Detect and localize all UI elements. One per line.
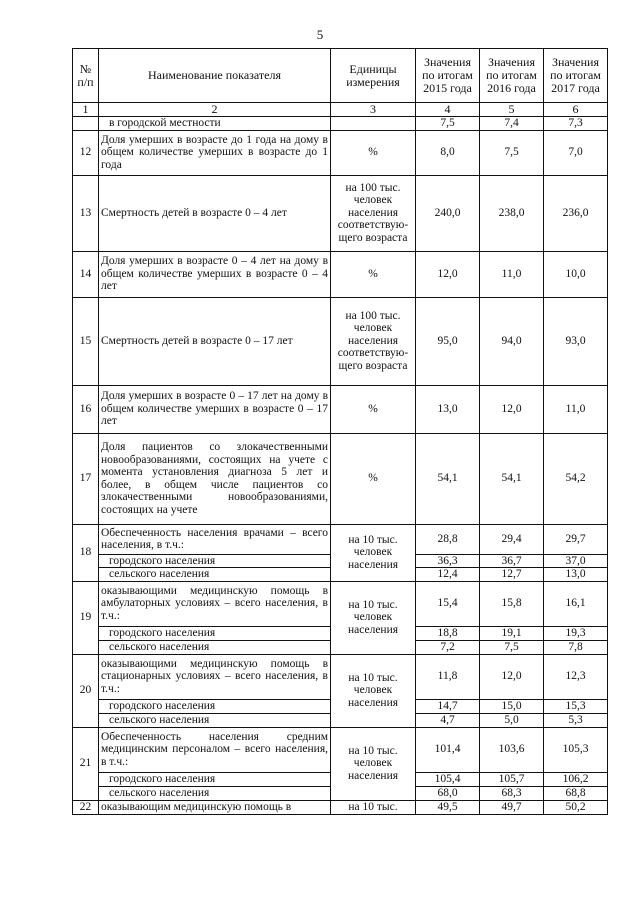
table-row [73, 297, 608, 385]
table-header-row [73, 49, 608, 103]
value-2017: 7,3 [544, 117, 608, 131]
row-name: Обеспеченность населения врачами – всего населения, в т.ч.: [99, 524, 331, 554]
row-unit: % [331, 385, 416, 433]
row-name: сельского населения [99, 640, 331, 654]
row-num: 22 [73, 800, 99, 814]
value-2016: 19,1 [480, 626, 544, 640]
row-unit: на 10 тыс. [331, 800, 416, 814]
value-2017: 5,3 [544, 713, 608, 727]
value-2015: 13,0 [416, 385, 480, 433]
col-number: 6 [544, 103, 608, 117]
value-2015: 14,7 [416, 699, 480, 713]
table-row [73, 433, 608, 524]
row-name: Обеспеченность населения средним медицинским персоналом – всего населения, в т.ч.: [99, 727, 331, 772]
value-2015: 95,0 [416, 297, 480, 385]
row-name: Смертность детей в возрасте 0 – 17 лет [99, 297, 331, 385]
row-name: Доля умерших в возрасте до 1 года на дому в общем количестве умерших в возрасте до 1 года [99, 130, 331, 175]
row-unit: % [331, 433, 416, 524]
value-2017: 19,3 [544, 626, 608, 640]
header-name: Наименование показателя [99, 49, 331, 103]
header-2015: Значения по итогам 2015 года [416, 49, 480, 103]
row-name: сельского населения [99, 568, 331, 582]
row-unit: на 100 тыс. человек населения соответствую-щего возраста [331, 175, 416, 251]
col-number: 1 [73, 103, 99, 117]
row-unit: на 10 тыс. человек населения [331, 727, 416, 800]
table-row [73, 524, 608, 554]
row-unit: % [331, 251, 416, 297]
value-2015: 105,4 [416, 772, 480, 786]
row-unit: на 10 тыс. человек населения [331, 654, 416, 727]
value-2016: 11,0 [480, 251, 544, 297]
value-2015: 68,0 [416, 786, 480, 800]
value-2016: 5,0 [480, 713, 544, 727]
value-2017: 15,3 [544, 699, 608, 713]
row-unit [331, 117, 416, 131]
header-2016: Значения по итогам 2016 года [480, 49, 544, 103]
value-2016: 36,7 [480, 554, 544, 568]
value-2017: 29,7 [544, 524, 608, 554]
table-row [73, 117, 608, 131]
table-row [73, 385, 608, 433]
row-name: сельского населения [99, 713, 331, 727]
value-2015: 15,4 [416, 581, 480, 626]
value-2015: 11,8 [416, 654, 480, 699]
value-2015: 4,7 [416, 713, 480, 727]
value-2015: 240,0 [416, 175, 480, 251]
value-2017: 105,3 [544, 727, 608, 772]
row-name: оказывающими медицинскую помощь в амбулаторных условиях – всего населения, в т.ч.: [99, 581, 331, 626]
value-2017: 7,8 [544, 640, 608, 654]
table-row [73, 581, 608, 626]
value-2015: 101,4 [416, 727, 480, 772]
col-number: 4 [416, 103, 480, 117]
row-name: городского населения [99, 554, 331, 568]
value-2016: 15,0 [480, 699, 544, 713]
col-number: 5 [480, 103, 544, 117]
value-2015: 28,8 [416, 524, 480, 554]
table-row [73, 175, 608, 251]
value-2017: 93,0 [544, 297, 608, 385]
value-2015: 12,0 [416, 251, 480, 297]
row-num [73, 117, 99, 131]
row-num: 13 [73, 175, 99, 251]
row-name: оказывающим медицинскую помощь в [99, 800, 331, 814]
row-name: сельского населения [99, 786, 331, 800]
row-name: Доля умерших в возрасте 0 – 4 лет на дому в общем количестве умерших в возрасте 0 – 4 лет [99, 251, 331, 297]
value-2017: 68,8 [544, 786, 608, 800]
column-number-row [73, 103, 608, 117]
table-row [73, 727, 608, 772]
row-name: городского населения [99, 772, 331, 786]
col-number: 3 [331, 103, 416, 117]
value-2017: 106,2 [544, 772, 608, 786]
value-2016: 105,7 [480, 772, 544, 786]
value-2016: 49,7 [480, 800, 544, 814]
row-name: в городской местности [99, 117, 331, 131]
value-2016: 12,0 [480, 654, 544, 699]
value-2017: 37,0 [544, 554, 608, 568]
row-unit: на 10 тыс. человек населения [331, 581, 416, 654]
row-num: 20 [73, 654, 99, 727]
table-row [73, 800, 608, 814]
row-name: оказывающими медицинскую помощь в стационарных условиях – всего населения, в т.ч.: [99, 654, 331, 699]
table-row [73, 130, 608, 175]
value-2015: 18,8 [416, 626, 480, 640]
value-2016: 238,0 [480, 175, 544, 251]
value-2017: 16,1 [544, 581, 608, 626]
row-name: городского населения [99, 626, 331, 640]
value-2016: 7,4 [480, 117, 544, 131]
table-row [73, 251, 608, 297]
header-unit: Единицы измерения [331, 49, 416, 103]
value-2017: 13,0 [544, 568, 608, 582]
value-2016: 54,1 [480, 433, 544, 524]
value-2016: 12,0 [480, 385, 544, 433]
row-num: 15 [73, 297, 99, 385]
row-num: 21 [73, 727, 99, 800]
value-2016: 12,7 [480, 568, 544, 582]
value-2016: 94,0 [480, 297, 544, 385]
value-2015: 7,2 [416, 640, 480, 654]
row-name: городского населения [99, 699, 331, 713]
row-num: 16 [73, 385, 99, 433]
value-2017: 12,3 [544, 654, 608, 699]
value-2016: 7,5 [480, 130, 544, 175]
row-unit: на 10 тыс. человек населения [331, 524, 416, 581]
indicators-table [72, 48, 608, 815]
row-name: Доля пациентов со злокачественными новообразованиями, состоящих на учете с момента установления диагноза 5 лет и более, в общем числе пациентов со злокачественными новообразованиями, состоящих на учете [99, 433, 331, 524]
row-unit: на 100 тыс. человек населения соответствую-щего возраста [331, 297, 416, 385]
value-2016: 68,3 [480, 786, 544, 800]
row-num: 17 [73, 433, 99, 524]
value-2015: 7,5 [416, 117, 480, 131]
value-2015: 54,1 [416, 433, 480, 524]
value-2017: 10,0 [544, 251, 608, 297]
value-2015: 49,5 [416, 800, 480, 814]
row-name: Смертность детей в возрасте 0 – 4 лет [99, 175, 331, 251]
value-2016: 15,8 [480, 581, 544, 626]
value-2017: 236,0 [544, 175, 608, 251]
value-2017: 50,2 [544, 800, 608, 814]
page-number: 5 [316, 27, 324, 42]
value-2017: 11,0 [544, 385, 608, 433]
row-num: 12 [73, 130, 99, 175]
value-2015: 8,0 [416, 130, 480, 175]
header-num: № п/п [73, 49, 99, 103]
value-2016: 7,5 [480, 640, 544, 654]
value-2015: 36,3 [416, 554, 480, 568]
table-row [73, 654, 608, 699]
row-num: 19 [73, 581, 99, 654]
value-2016: 103,6 [480, 727, 544, 772]
value-2015: 12,4 [416, 568, 480, 582]
value-2017: 54,2 [544, 433, 608, 524]
header-2017: Значения по итогам 2017 года [544, 49, 608, 103]
col-number: 2 [99, 103, 331, 117]
row-name: Доля умерших в возрасте 0 – 17 лет на дому в общем количестве умерших в возрасте 0 – 17 лет [99, 385, 331, 433]
row-num: 14 [73, 251, 99, 297]
row-unit: % [331, 130, 416, 175]
row-num: 18 [73, 524, 99, 581]
value-2016: 29,4 [480, 524, 544, 554]
value-2017: 7,0 [544, 130, 608, 175]
